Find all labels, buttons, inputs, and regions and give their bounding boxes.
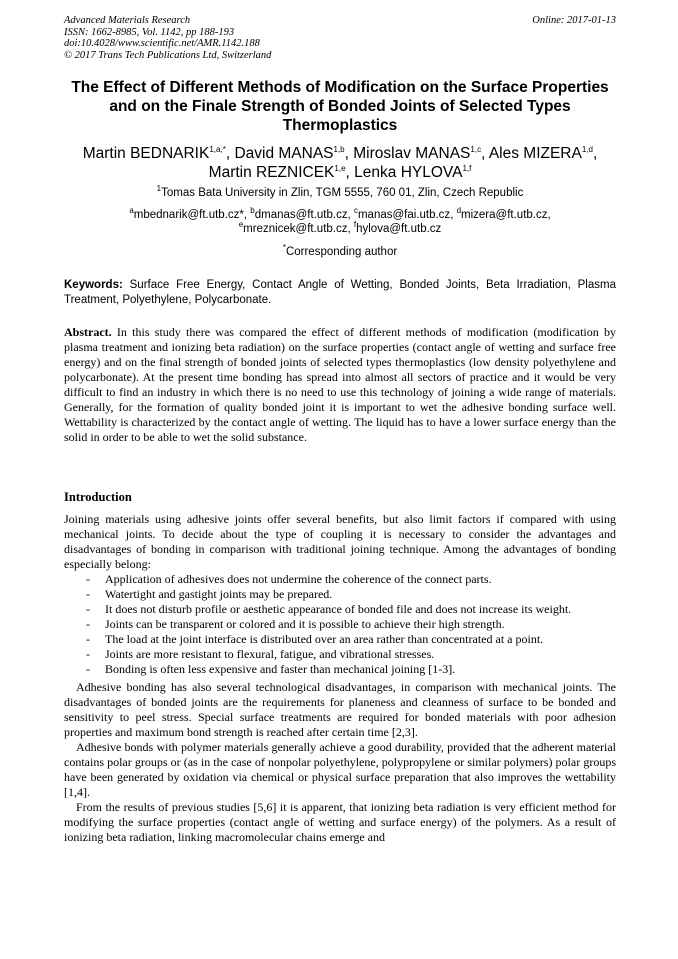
list-item: - Watertight and gastight joints may be prepared.: [86, 587, 333, 601]
author-list: [64, 144, 616, 182]
corresponding-author-note: *Corresponding author: [282, 243, 398, 258]
keywords: [64, 278, 616, 307]
author: Miroslav MANAS$^{1,c}$,: [353, 144, 489, 162]
journal-header: [64, 15, 616, 61]
paper-title: The Effect of Different Methods of Modification on the Surface Properties and on the Finale Strength of Bonded Joints of Selected Types Thermoplastics: [71, 79, 609, 134]
doi-line: doi:10.4028/www.scientific.net/AMR.1142.188: [64, 38, 260, 49]
introduction-body: [64, 512, 616, 845]
list-item: - Application of adhesives does not undermine the coherence of the connect parts.: [86, 572, 492, 586]
keywords-text: Surface Free Energy, Contact Angle of Wetting, Bonded Joints, Beta Irradiation, Plasma Treatment, Polyethylene, Polycarbonate.: [64, 279, 616, 306]
author: Ales MIZERA$^{1,d}$,: [488, 144, 598, 162]
email-link[interactable]: $^f$hylova@ft.utb.cz: [353, 220, 442, 235]
list-item: - Bonding is often less expensive and faster than mechanical joining [1-3].: [86, 662, 456, 676]
email-link[interactable]: $^c$manas@fai.utb.cz,: [353, 206, 457, 221]
paragraph: Adhesive bonding has also several technological disadvantages, in comparison with mechanical joints. The disadvantages of bonded joints are the requirements for planeness and cleanness of surface to be bonded and sensitivity to peel stress. Special surface treatments are required for bonded materials with poor adhesion properties and maximum bond strength is reached after certain time [2,3].: [64, 680, 616, 739]
list-item: - Joints can be transparent or colored and it is possible to achieve their high strength.: [86, 617, 505, 631]
abstract-label: Abstract.: [64, 325, 112, 339]
online-date: Online: 2017-01-13: [532, 15, 616, 26]
issn-line: ISSN: 1662-8985, Vol. 1142, pp 188-193: [64, 26, 235, 38]
copyright-line: © 2017 Trans Tech Publications Ltd, Switzerland: [64, 49, 272, 61]
affiliation: $^1$Tomas Bata University in Zlin, TGM 5555, 760 01, Zlin, Czech Republic: [156, 184, 524, 199]
list-item: - The load at the joint interface is distributed over an area rather than concentrated at a point.: [86, 632, 544, 646]
abstract-text: In this study there was compared the effect of different methods of modification (modification by plasma treatment and ionizing beta radiation) on the surface properties (contact angle of wetting and surface free energy) and on the final strength of bonded joints of selected types thermoplastics (low density polyethylene and polycarbonate). At the present time bonding has spread into almost all sectors of practice and it would be very difficult to find an industry in which there is no need to use this technology of joining a wide range of materials. Generally, for the formation of quality bonded joint it is important to wet the adhesive bonding surface well. Wettability is characterized by the contact angle of wetting. The liquid has to have a lower surface energy than the solid in order to be able to wet the solid substance.: [64, 325, 617, 444]
section-heading-introduction: Introduction: [64, 490, 132, 504]
keywords-label: Keywords:: [64, 279, 123, 291]
abstract: [64, 325, 616, 445]
advantages-list: [64, 572, 616, 677]
author: Lenka HYLOVA$^{1,f}$: [354, 163, 472, 181]
email-link[interactable]: $^d$mizera@ft.utb.cz,: [456, 206, 551, 221]
email-link[interactable]: $^b$dmanas@ft.utb.cz,: [250, 206, 354, 221]
author: Martin REZNICEK$^{1,e}$,: [208, 163, 355, 181]
email-list: [64, 208, 616, 236]
author: Martin $BEDNARIK^{1,a,*}$,: [82, 144, 235, 162]
author: David MANAS$^{1,b}$,: [234, 144, 354, 162]
paragraph: Joining materials using adhesive joints offer several benefits, but also limit factors if compared with using mechanical joints. To decide about the type of coupling it is necessary to consider the advantages and disadvantages of bonding in comparison with traditional joining technique. Among the advantages of bonding especially belong:: [64, 512, 616, 571]
list-item: - Joints are more resistant to flexural, fatigue, and vibrational stresses.: [86, 647, 435, 661]
email-link[interactable]: $^a$mbednarik@ft.utb.cz*,: [129, 206, 251, 221]
list-item: - It does not disturb profile or aesthetic appearance of bonded file and does not increase its weight.: [86, 602, 572, 616]
journal-name: Advanced Materials Research: [64, 15, 191, 26]
paragraph: From the results of previous studies [5,6] it is apparent, that ionizing beta radiation is very efficient method for modifying the surface properties (contact angle of wetting and surface energy) of the polymers. As a result of ionizing beta radiation, linking macromolecular chains emerge and: [64, 800, 616, 844]
paragraph: Adhesive bonds with polymer materials generally achieve a good durability, provided that the adherent material contains polar groups or (as in the case of nonpolar polyethylene, polypropylene or similar polymers) polar groups have been generated by oxidation via chemical or physical surface preparation that also improves the wettability [1,4].: [64, 740, 616, 799]
email-link[interactable]: $^e$mreznicek@ft.utb.cz,: [238, 220, 354, 235]
